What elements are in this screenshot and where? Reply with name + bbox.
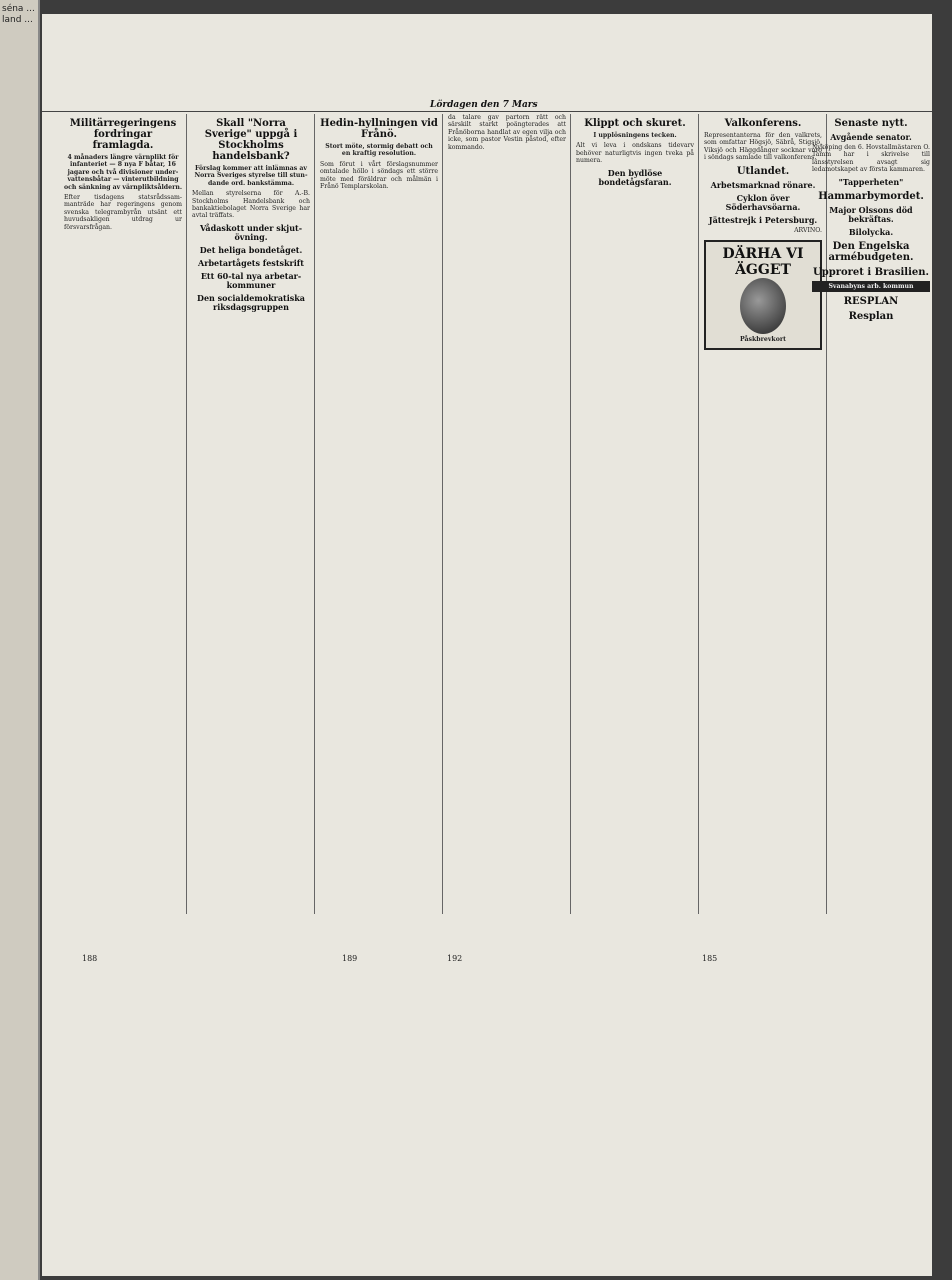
column-divider xyxy=(186,114,187,914)
column-5 xyxy=(576,114,694,189)
ad-subtitle: Påskbrevkort xyxy=(740,336,786,344)
article-body: Nyköping den 6. Hovstallmästaren O. Tamm har i skrivelse till länsstyrelsen avsagt sig ledamotskapet av första kammaren. xyxy=(812,144,930,174)
section-heading: Cyklon över Söderhavsöarna. xyxy=(725,192,801,212)
previous-page-edge xyxy=(0,0,40,1280)
section-heading: Jättestrejk i Petersburg. xyxy=(708,214,818,225)
subheadline: I upplösningens tecken. xyxy=(593,132,677,139)
previous-page-text: séna ... land ... xyxy=(2,4,35,25)
article-body: Efter tisdagens statsrådssammanträde har regeringens genom svenska telegrambyrån utsänt ett huvudsakligen utdrag ur försvarsfrågan. xyxy=(64,194,182,231)
page-number: 188 xyxy=(82,954,98,963)
section-heading: Bilolycka. xyxy=(848,226,894,237)
page-number: 185 xyxy=(702,954,718,963)
headline: Klippt och skuret. xyxy=(584,118,686,129)
section-heading: Arbetsmarknad rönare. xyxy=(710,179,816,190)
column-divider xyxy=(314,114,315,914)
section-heading: Ett 60-tal nya arbetarkommuner xyxy=(200,270,302,290)
headline: Senaste nytt. xyxy=(834,118,908,129)
subheadline: 4 månaders längre värnplikt för infanteriet — 8 nya F båtar, 16 jagare och två divisioner undervattensbåtar — vinterutbildning och sänkning av värnpliktsåldern. xyxy=(64,154,182,191)
page-header: Lördagen den 7 Mars xyxy=(430,100,538,110)
column-divider xyxy=(698,114,699,914)
notice-box: Svanabyns arb. kommun xyxy=(812,281,930,292)
signature: ARVINO. xyxy=(794,226,822,234)
headline: Utlandet. xyxy=(736,165,790,177)
article-body: Som förut i vårt förslagsnummer omtalade höllo i söndags ett större möte med föräldrar och målmän i Frånö Templarskolan. xyxy=(320,160,438,191)
headline: Den Engelska armébudgeten. xyxy=(828,240,914,263)
section-heading: Major Olssons död bekräftas. xyxy=(829,204,913,224)
article-body: da talare gav partorn rätt och särskilt starkt poängterades att Frånöborna handlat av egen vilja och icke, som pastor Vestin påstod, efter kommando. xyxy=(448,114,566,151)
column-divider xyxy=(570,114,571,914)
article-body: Representanterna för den valkrets, som omfattar Högsjö, Säbrå, Stigsjö, Viksjö och Häggdånger socknar voro i söndags samlade till valkonferens. xyxy=(704,132,822,162)
advertisement xyxy=(704,240,822,350)
headline: Valkonferens. xyxy=(724,118,802,129)
headline: Militärregeringens fordringar framlagda. xyxy=(69,118,177,151)
section-heading: Det heliga bondetåget. xyxy=(199,244,303,255)
section-heading: Den bydlöse bondetågsfaran. xyxy=(598,167,672,187)
ad-title: DÄRHA VI ÄGGET xyxy=(722,246,804,279)
egg-icon xyxy=(740,278,786,334)
column-7 xyxy=(812,114,930,325)
section-heading: "Tapperheten" xyxy=(838,176,904,187)
section-heading: Arbetartågets festskrift xyxy=(198,257,304,268)
newspaper-page xyxy=(42,14,932,1276)
headline: Hammarbymordet. xyxy=(818,190,924,202)
article-body: Alt vi leva i ondskans tidevarv behöver naturligtvis ingen tveka på numera. xyxy=(576,142,694,165)
column-1 xyxy=(64,114,182,234)
headline: Resplan xyxy=(848,311,894,323)
headline: Upproret i Brasilien. xyxy=(813,266,929,278)
column-3 xyxy=(320,114,438,193)
page-number: 192 xyxy=(447,954,463,963)
headline: Skall "Norra Sverige" uppgå i Stockholms handelsbank? xyxy=(204,118,298,162)
section-heading: Vådaskott under skjutövning. xyxy=(199,222,303,242)
subheadline: Stort möte, stormig debatt och en kraftig resolution. xyxy=(325,143,433,158)
column-6 xyxy=(704,114,822,356)
column-2 xyxy=(192,114,310,314)
section-heading: Avgående senator. xyxy=(830,132,912,142)
article-body: Mellan styrelserna för A.-B. Stockholms Handelsbank och bankaktiebolaget Norra Sverige har avtal träffats. xyxy=(192,190,310,220)
headline: Hedin-hyllningen vid Frånö. xyxy=(320,118,438,140)
column-divider xyxy=(442,114,443,914)
column-4 xyxy=(448,114,566,154)
section-heading: Den socialdemokratiska riksdagsgruppen xyxy=(197,292,305,312)
page-number: 189 xyxy=(342,954,358,963)
subheadline: Förslag kommer att inlämnas av Norra Sveriges styrelse till stundande ord. bankstämma. xyxy=(194,165,308,187)
headline: RESPLAN xyxy=(843,296,899,308)
header-rule xyxy=(42,111,932,112)
